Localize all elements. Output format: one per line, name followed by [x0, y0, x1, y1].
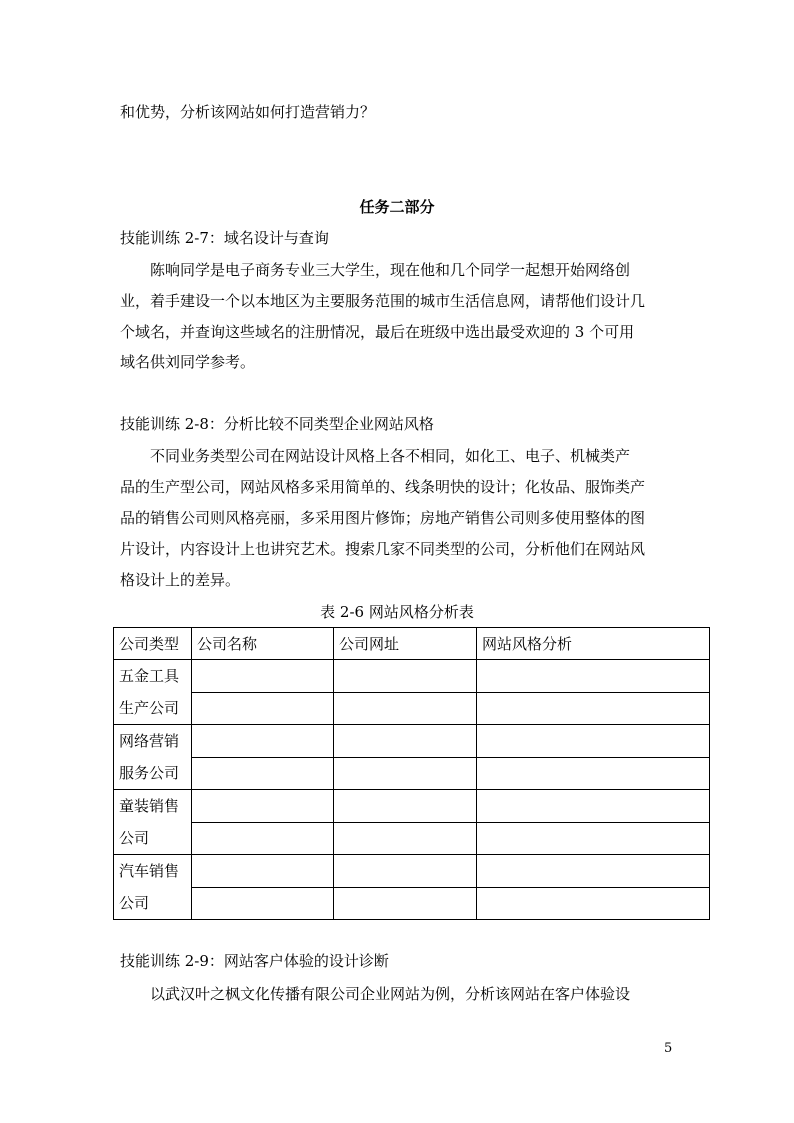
page-number: 5 — [664, 1041, 673, 1056]
section-title: 任务二部分 — [359, 198, 435, 216]
company-type-cell — [114, 790, 192, 855]
style-analysis-cell[interactable] — [477, 660, 710, 693]
header-company-name: 公司名称 — [192, 628, 334, 660]
company-url-cell[interactable] — [334, 855, 477, 888]
company-type-line: 公司 — [119, 829, 150, 847]
table-caption: 表 2-6 网站风格分析表 — [320, 603, 474, 621]
table-row — [114, 887, 710, 920]
company-name-cell[interactable] — [192, 692, 334, 725]
exercise-2-8-line: 品的生产型公司，网站风格多采用简单的、线条明快的设计；化妆品、服饰类产 — [120, 478, 646, 496]
exercise-2-9-line: 以武汉叶之枫文化传播有限公司企业网站为例，分析该网站在客户体验设 — [150, 985, 631, 1003]
header-style-analysis: 网站风格分析 — [477, 628, 710, 660]
table-row — [114, 757, 710, 790]
company-type-line: 生产公司 — [119, 699, 180, 717]
style-analysis-cell[interactable] — [477, 757, 710, 790]
header-company-type: 公司类型 — [114, 628, 192, 660]
exercise-2-9-title: 技能训练 2-9：网站客户体验的设计诊断 — [120, 952, 389, 970]
company-type-line: 服务公司 — [119, 764, 180, 782]
company-name-cell[interactable] — [192, 822, 334, 855]
table-row — [114, 790, 710, 823]
style-analysis-cell[interactable] — [477, 887, 710, 920]
style-analysis-cell[interactable] — [477, 855, 710, 888]
company-name-cell[interactable] — [192, 757, 334, 790]
company-url-cell[interactable] — [334, 887, 477, 920]
company-url-cell[interactable] — [334, 725, 477, 758]
exercise-2-7-line: 陈响同学是电子商务专业三大学生，现在他和几个同学一起想开始网络创 — [150, 261, 631, 279]
header-company-url: 公司网址 — [334, 628, 477, 660]
exercise-2-8-line: 格设计上的差异。 — [120, 571, 241, 589]
table-row — [114, 692, 710, 725]
table-row — [114, 660, 710, 693]
company-name-cell[interactable] — [192, 790, 334, 823]
company-type-line: 汽车销售 — [119, 862, 180, 880]
company-url-cell[interactable] — [334, 822, 477, 855]
company-type-cell — [114, 660, 192, 725]
company-type-cell — [114, 725, 192, 790]
company-type-line: 网络营销 — [119, 732, 180, 750]
company-name-cell[interactable] — [192, 887, 334, 920]
exercise-2-7-line: 域名供刘同学参考。 — [120, 353, 256, 371]
company-name-cell[interactable] — [192, 855, 334, 888]
table-row — [114, 725, 710, 758]
style-analysis-cell[interactable] — [477, 692, 710, 725]
exercise-2-8-line: 不同业务类型公司在网站设计风格上各不相同，如化工、电子、机械类产 — [150, 447, 631, 465]
style-analysis-cell[interactable] — [477, 822, 710, 855]
table-row — [114, 822, 710, 855]
exercise-2-7-title: 技能训练 2-7：域名设计与查询 — [120, 229, 329, 247]
exercise-2-8-line: 品的销售公司则风格亮丽，多采用图片修饰；房地产销售公司则多使用整体的图 — [120, 509, 646, 527]
company-url-cell[interactable] — [334, 790, 477, 823]
exercise-2-7-line: 业，着手建设一个以本地区为主要服务范围的城市生活信息网，请帮他们设计几 — [120, 292, 646, 310]
table-row — [114, 855, 710, 888]
exercise-2-7-line: 个域名，并查询这些域名的注册情况，最后在班级中选出最受欢迎的 3 个可用 — [120, 323, 635, 341]
exercise-2-8-line: 片设计，内容设计上也讲究艺术。搜索几家不同类型的公司，分析他们在网站风 — [120, 540, 646, 558]
company-type-line: 五金工具 — [119, 667, 180, 685]
company-url-cell[interactable] — [334, 692, 477, 725]
company-type-cell — [114, 855, 192, 920]
company-url-cell[interactable] — [334, 757, 477, 790]
company-type-line: 公司 — [119, 894, 150, 912]
table-header-row — [114, 628, 710, 660]
website-style-analysis-table — [113, 627, 710, 920]
exercise-2-8-title: 技能训练 2-8：分析比较不同类型企业网站风格 — [120, 415, 434, 433]
company-name-cell[interactable] — [192, 725, 334, 758]
company-url-cell[interactable] — [334, 660, 477, 693]
style-analysis-cell[interactable] — [477, 725, 710, 758]
company-name-cell[interactable] — [192, 660, 334, 693]
style-analysis-cell[interactable] — [477, 790, 710, 823]
continued-paragraph-line: 和优势，分析该网站如何打造营销力？ — [120, 103, 376, 121]
company-type-line: 童装销售 — [119, 797, 180, 815]
